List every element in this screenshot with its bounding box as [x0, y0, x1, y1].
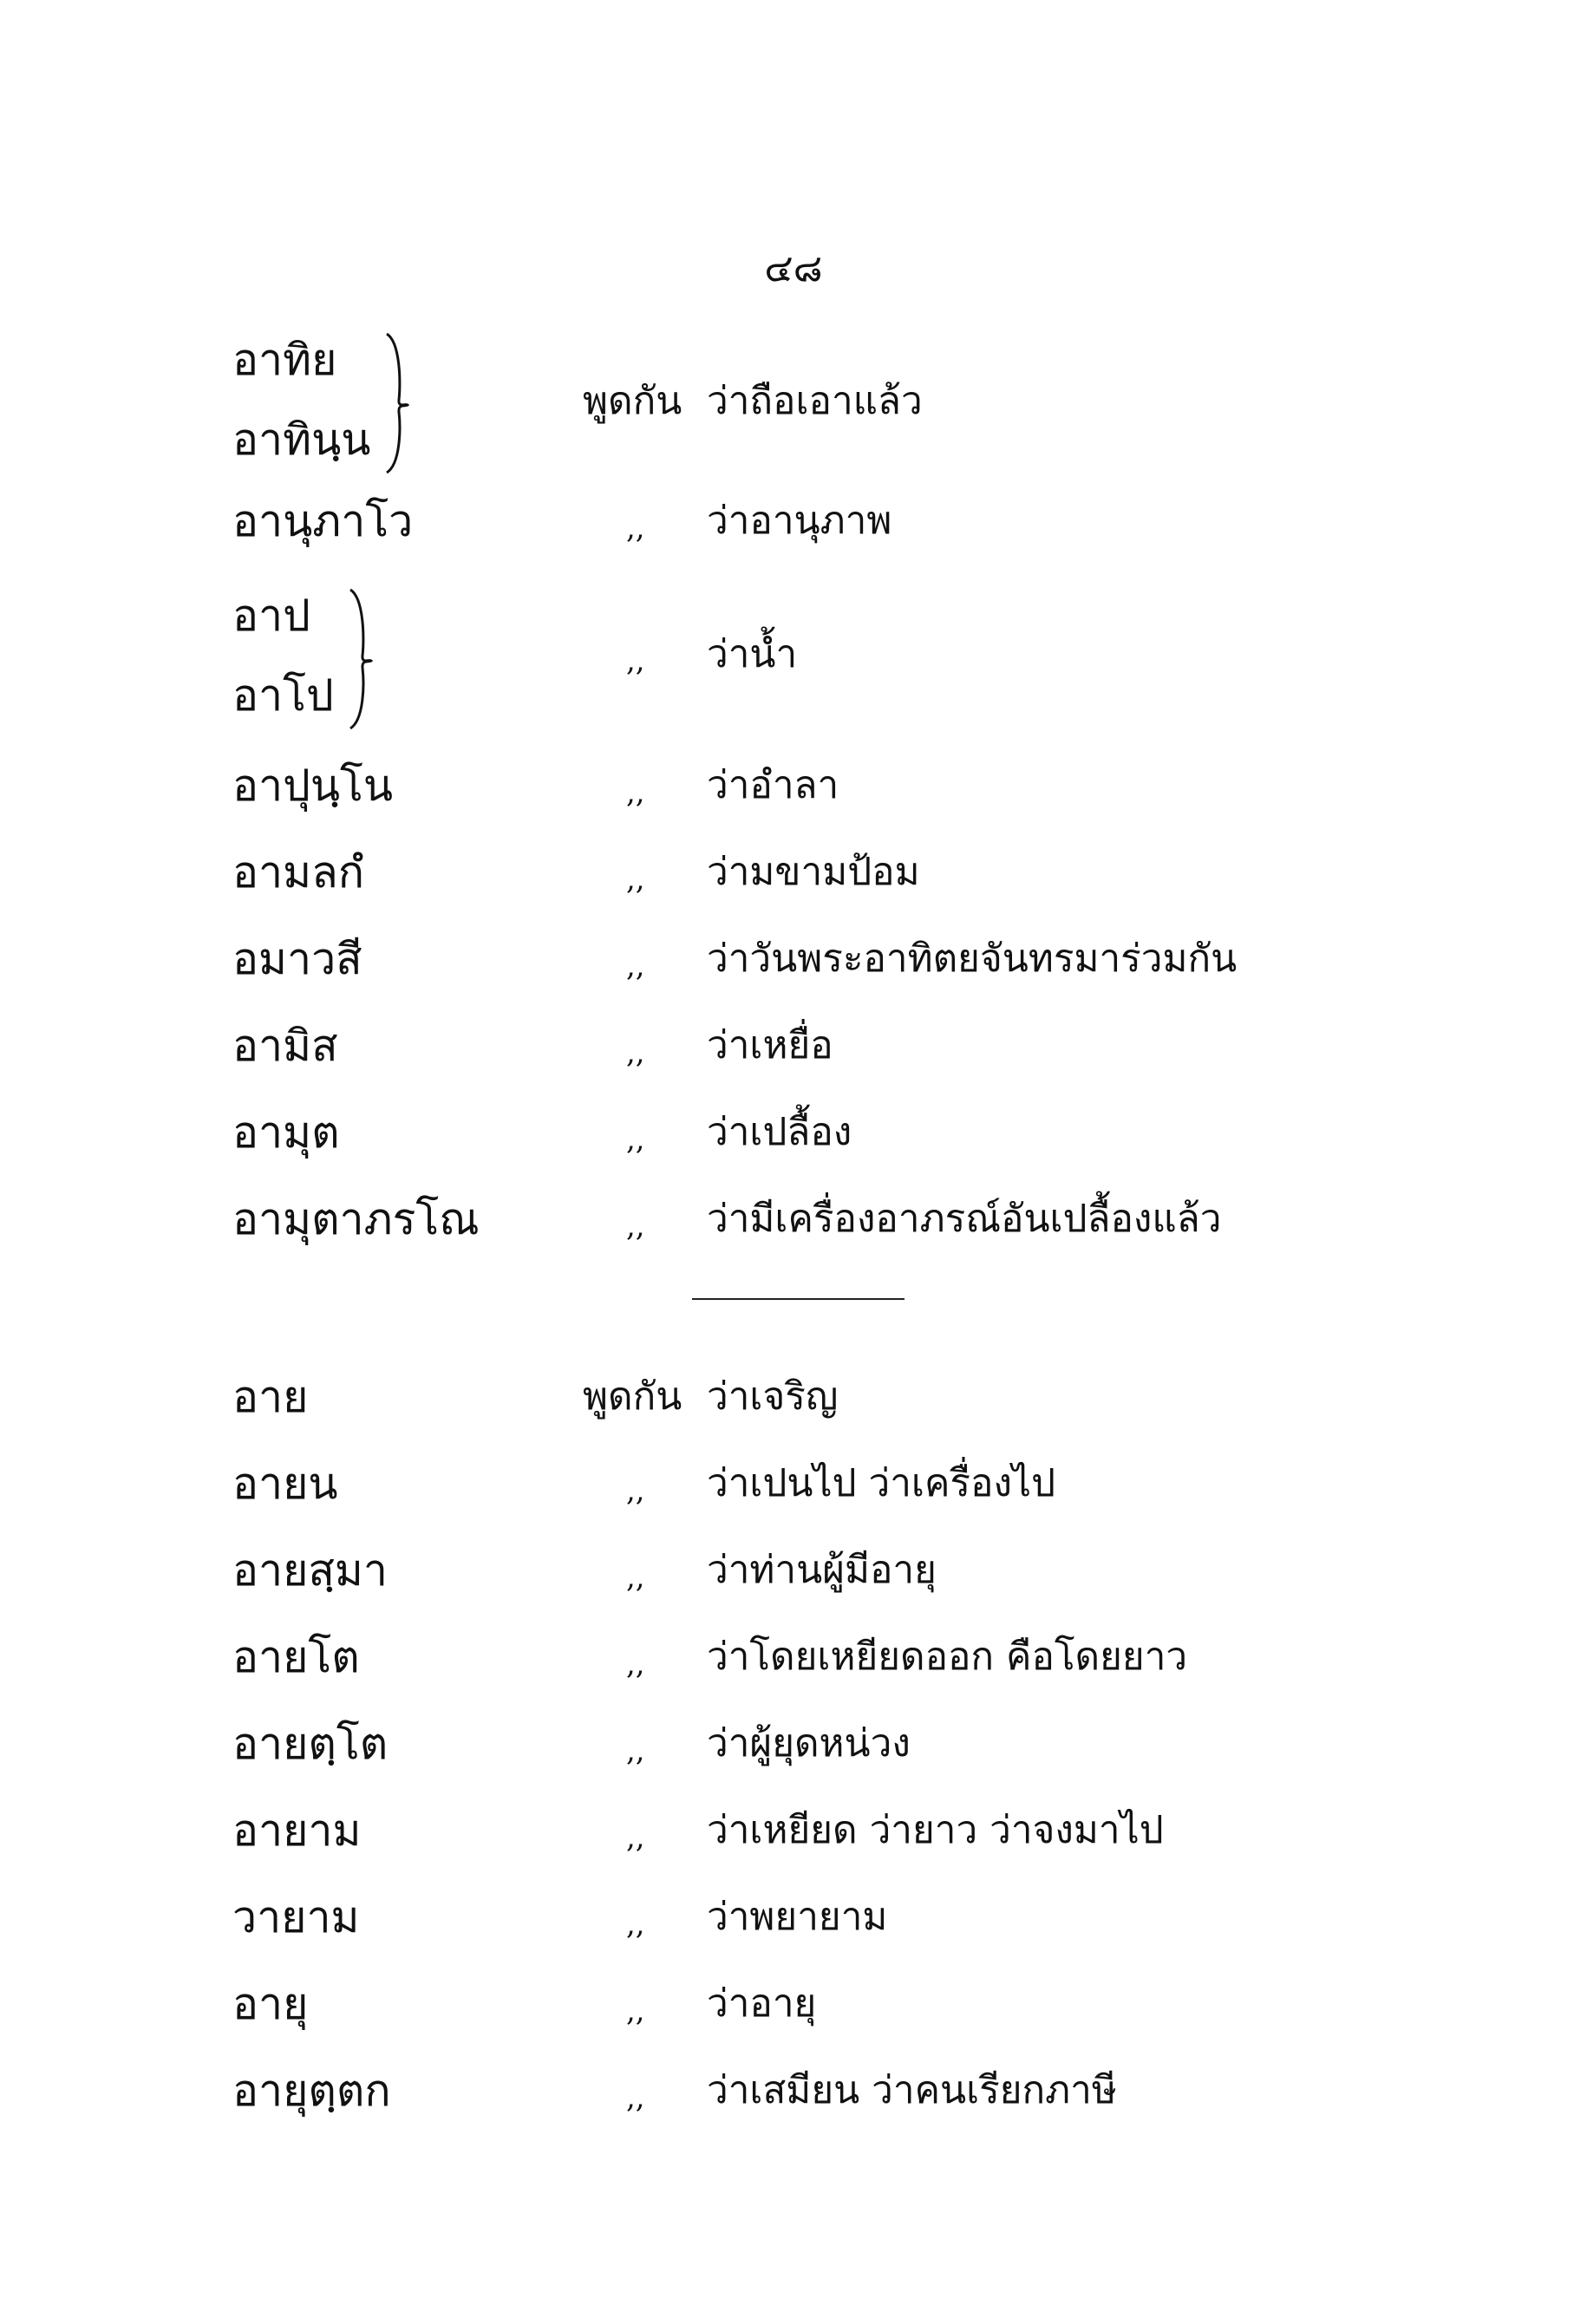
entry-row: [0, 1969, 1587, 2039]
entry-meaning: ว่าเปลื้อง: [707, 1110, 852, 1154]
ditto-mark: ,,: [626, 643, 645, 678]
entry-row: [0, 1011, 1587, 1080]
ditto-mark: ,,: [626, 1473, 645, 1508]
ditto-mark: ,,: [626, 949, 645, 983]
entry-row: [0, 1362, 1587, 1432]
entry-group-apa: [0, 581, 1587, 737]
entry-term: อามุตาภรโณ: [232, 1194, 480, 1244]
ditto-mark: ,,: [626, 1820, 645, 1855]
entry-term: อายสฺมา: [232, 1545, 388, 1596]
entry-term: อามลกํ: [232, 847, 364, 898]
entry-term: อาป: [232, 591, 310, 641]
entry-row: [0, 1098, 1587, 1167]
entry-row: [0, 924, 1587, 994]
entry-meaning: ว่าอายุ: [707, 1981, 817, 2026]
entry-term: อาทินฺน: [232, 415, 371, 465]
entry-term: อายาม: [232, 1805, 362, 1856]
entry-term: อานุภาโว: [232, 496, 414, 546]
entry-meaning: ว่าวันพระอาทิตยจันทรมาร่วมกัน: [707, 937, 1238, 981]
ditto-mark: ,,: [626, 1994, 645, 2028]
ditto-mark: ,,: [626, 1733, 645, 1768]
entry-term: อมาวสี: [232, 934, 362, 984]
ditto-mark: ,,: [626, 1122, 645, 1157]
entry-row: [0, 1883, 1587, 1952]
entry-term: อายุตฺตก: [232, 2066, 391, 2116]
entry-meaning: ว่าโดยเหยียดออก คือโดยยาว: [707, 1635, 1188, 1679]
entry-term: อาทิย: [232, 335, 337, 385]
entry-row: [0, 1185, 1587, 1254]
ditto-mark: ,,: [626, 1209, 645, 1244]
entry-meaning: ว่าเปนไป ว่าเครื่องไป: [707, 1461, 1055, 1505]
entry-row: [0, 486, 1587, 556]
entry-prefix: พูดกัน: [583, 379, 682, 423]
entry-row: [0, 1622, 1587, 1692]
entry-row: [0, 1796, 1587, 1865]
entry-row: [0, 1536, 1587, 1605]
ditto-mark: ,,: [626, 2080, 645, 2115]
entry-meaning: ว่าพยายาม: [707, 1895, 888, 1939]
entry-term: อาปุนฺโน: [232, 761, 394, 811]
entry-meaning: ว่าอานุภาพ: [707, 499, 892, 543]
brace-icon: [382, 332, 416, 475]
entry-meaning: ว่าน้ำ: [707, 632, 798, 676]
entry-meaning: ว่าผู้ยุดหน่วง: [707, 1721, 911, 1766]
entry-meaning: ว่าเหยื่อ: [707, 1023, 833, 1067]
entry-term: อายโต: [232, 1632, 360, 1682]
entry-row: [0, 1449, 1587, 1518]
page-number: ๔๘: [764, 246, 823, 290]
ditto-mark: ,,: [626, 1560, 645, 1595]
entry-prefix: พูดกัน: [583, 1374, 682, 1419]
ditto-mark: ,,: [626, 511, 645, 545]
section-divider: [692, 1298, 905, 1300]
entry-meaning: ว่ามีเครื่องอาภรณ์อันเปลื้องแล้ว: [707, 1197, 1222, 1241]
entry-meaning: ว่าเหยียด ว่ายาว ว่าจงมาไป: [707, 1808, 1164, 1852]
entry-term: อายุ: [232, 1979, 309, 2029]
entry-meaning: ว่าอำลา: [707, 763, 839, 807]
entry-meaning: ว่ามขามป้อม: [707, 850, 920, 894]
entry-term: อาโป: [232, 670, 334, 721]
entry-term: อามิส: [232, 1021, 338, 1071]
entry-row: [0, 1709, 1587, 1779]
entry-row: [0, 838, 1587, 907]
entry-term: อาย: [232, 1372, 309, 1422]
entry-term: วายาม: [232, 1892, 360, 1942]
entry-term: อายน: [232, 1459, 338, 1509]
entry-meaning: ว่าเจริญ: [707, 1374, 839, 1419]
entry-meaning: ว่าท่านผู้มีอายุ: [707, 1548, 937, 1592]
entry-row: [0, 2056, 1587, 2125]
brace-icon: [345, 588, 380, 731]
entry-term: อามุต: [232, 1107, 340, 1158]
ditto-mark: ,,: [626, 775, 645, 810]
ditto-mark: ,,: [626, 1035, 645, 1070]
ditto-mark: ,,: [626, 862, 645, 897]
entry-meaning: ว่าเสมียน ว่าคนเรียกภาษี: [707, 2068, 1117, 2112]
entry-group-atiya: [0, 325, 1587, 481]
entry-meaning: ว่าถือเอาแล้ว: [707, 379, 923, 423]
entry-row: [0, 751, 1587, 820]
entry-term: อายตฺโต: [232, 1719, 389, 1769]
ditto-mark: ,,: [626, 1907, 645, 1942]
ditto-mark: ,,: [626, 1647, 645, 1681]
